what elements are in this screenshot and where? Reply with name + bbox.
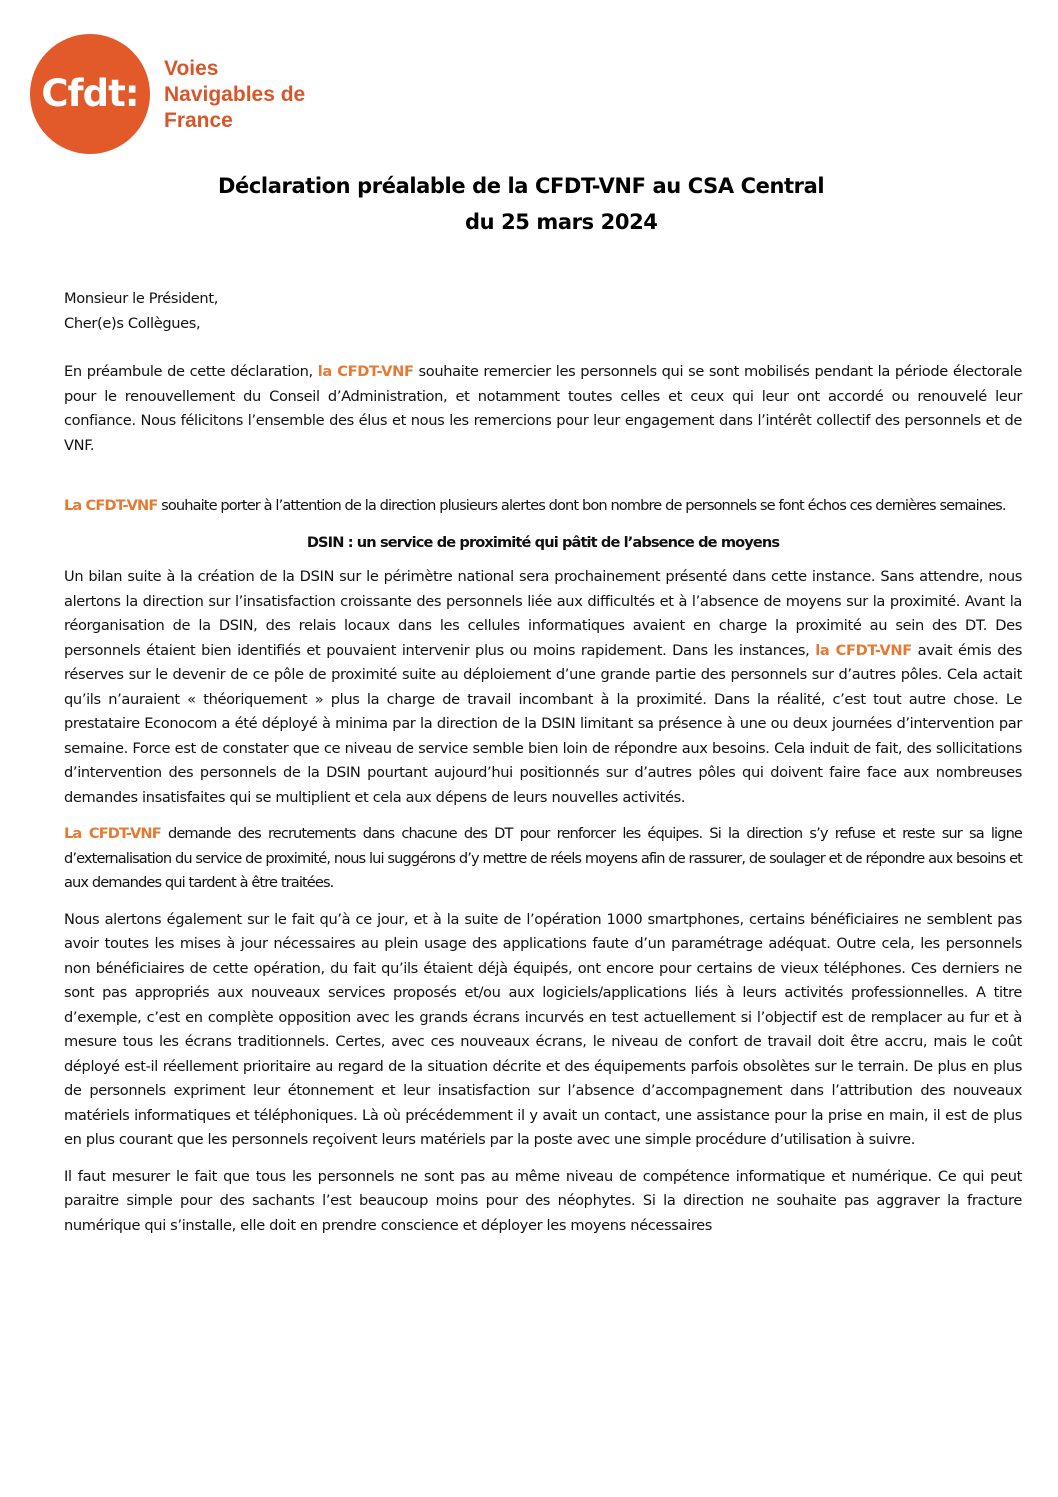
cfdt-vnf-highlight: la CFDT-VNF <box>317 363 414 380</box>
paragraph-recruitment <box>64 822 1022 896</box>
salutation-line: Cher(e)s Collègues, <box>64 314 201 332</box>
paragraph-digital-divide: Il faut mesurer le fait que tous les personnels ne sont pas au même niveau de compétence informatique et numérique. Ce qui peut paraitre simple pour des sachants l’est beaucoup moins pour des néophytes. Si la direction ne souhaite pas aggraver la fracture numérique qui s’installe, elle doit en prendre conscience et déployer les moyens nécessaires <box>64 1167 1022 1234</box>
paragraph-text: souhaite porter à l’attention de la direction plusieurs alertes dont bon nombre de personnels se font échos ces dernières semaines. <box>157 497 1006 514</box>
paragraph-smartphones: Nous alertons également sur le fait qu’à ce jour, et à la suite de l’opération 1000 smartphones, certains bénéficiaires ne semblent pas avoir toutes les mises à jour nécessaires au plein usage des applications faute d’un paramétrage adéquat. Outre cela, les personnels non bénéficiaires de cette opération, du fait qu’ils étaient déjà équipés, ont encore pour certains de vieux téléphones. Ces derniers ne sont pas appropriés aux nouveaux services proposés et/ou aux logiciels/applications liés à leurs activités professionnelles. A titre d’exemple, c’est en complète opposition avec les grands écrans incurvés en test actuellement si l’objectif est de remplacer au fur et à mesure tous les écrans traditionnels. Certes, avec ces nouveaux écrans, le niveau de confort de travail doit être accru, mais le coût déployé est-il réellement prioritaire au regard de la situation décrite et des équipements parfois obsolètes sur le terrain. De plus en plus de personnels expriment leur étonnement et leur insatisfaction sur l’absence d’accompagnement dans l’attribution des nouveaux matériels informatiques et téléphoniques. Là où précédemment il y avait un contact, une assistance pour la prise en main, il est de plus en plus courant que les personnels reçoivent leurs matériels par la poste avec une simple procédure d’utilisation à suivre. <box>64 910 1022 1148</box>
document-body <box>64 287 1022 1250</box>
cfdt-vnf-highlight: La CFDT-VNF <box>64 497 158 514</box>
paragraph-text: demande des recrutements dans chacune des DT pour renforcer les équipes. Si la direction s’y refuse et reste sur sa ligne d’externalisation du service de proximité, nous lui suggérons d’y mettre de réels moyens afin de rassurer, de soulager et de répondre aux besoins et aux demandes qui tardent à être traitées. <box>64 825 1023 891</box>
paragraph-text: souhaite remercier les personnels qui se sont mobilisés pendant la période électorale pour le renouvellement du Conseil d’Administration, et notamment toutes celles et ceux qui leur ont accordé ou renouvelé leur confiance. Nous félicitons l’ensemble des élus et nous les remercions pour leur engagement dans l’intérêt collectif des personnels et de VNF. <box>64 363 1023 454</box>
cfdt-logo <box>30 34 150 154</box>
cfdt-vnf-highlight: la CFDT-VNF <box>815 641 912 659</box>
paragraph-alerts <box>64 494 1022 519</box>
title-line-2: du 25 mars 2024 <box>465 210 658 234</box>
logo-mark: Cfdt: <box>41 72 139 115</box>
section-heading: DSIN : un service de proximité qui pâtit de l’absence de moyens <box>306 533 780 551</box>
title-line-1: Déclaration préalable de la CFDT-VNF au CSA Central <box>218 174 825 198</box>
paragraph-text: Un bilan suite à la création de la DSIN sur le périmètre national sera prochainement présenté dans cette instance. Sans attendre, nous alertons la direction sur l’insatisfaction croissante des personnels liée aux difficultés et à l’absence de moyens sur la proximité. Avant la réorganisation de la DSIN, des relais locaux dans les cellules informatiques avaient en charge la proximité au sein des DT. Des personnels étaient bien identifiés et pouvaient intervenir plus ou moins rapidement. Dans les instances, <box>64 568 1022 659</box>
salutation <box>64 287 1022 336</box>
organization-name-line: Voies <box>164 57 219 80</box>
paragraph-text: En préambule de cette déclaration, <box>64 363 318 380</box>
paragraph-text: avait émis des réserves sur le devenir de ce pôle de proximité suite au déploiement d’une grande partie des personnels sur d’autres pôles. Cela actait qu’ils n’auraient « théoriquement » plus la charge de travail incombant à la proximité. Dans la réalité, c’est tout autre chose. Le prestataire Econocom a été déployé à minima par la direction de la DSIN limitant sa présence à une ou deux journées d’intervention par semaine. Force est de constater que ce niveau de service semble bien loin de répondre aux besoins. Cela induit de fait, des sollicitations d’intervention des personnels de la DSIN pourtant aujourd’hui positionnés sur d’autres pôles qui doivent faire face aux nombreuses demandes insatisfaites qui se multiplient et cela aux dépens de leurs nouvelles activités. <box>64 641 1023 806</box>
cfdt-vnf-highlight: La CFDT-VNF <box>64 825 161 842</box>
salutation-line: Monsieur le Président, <box>64 290 218 307</box>
organization-name-line: France <box>164 109 233 132</box>
organization-name-line: Navigables de <box>164 83 306 106</box>
organization-name <box>164 56 305 134</box>
paragraph-preamble <box>64 360 1022 458</box>
paragraph-dsin <box>64 565 1022 810</box>
